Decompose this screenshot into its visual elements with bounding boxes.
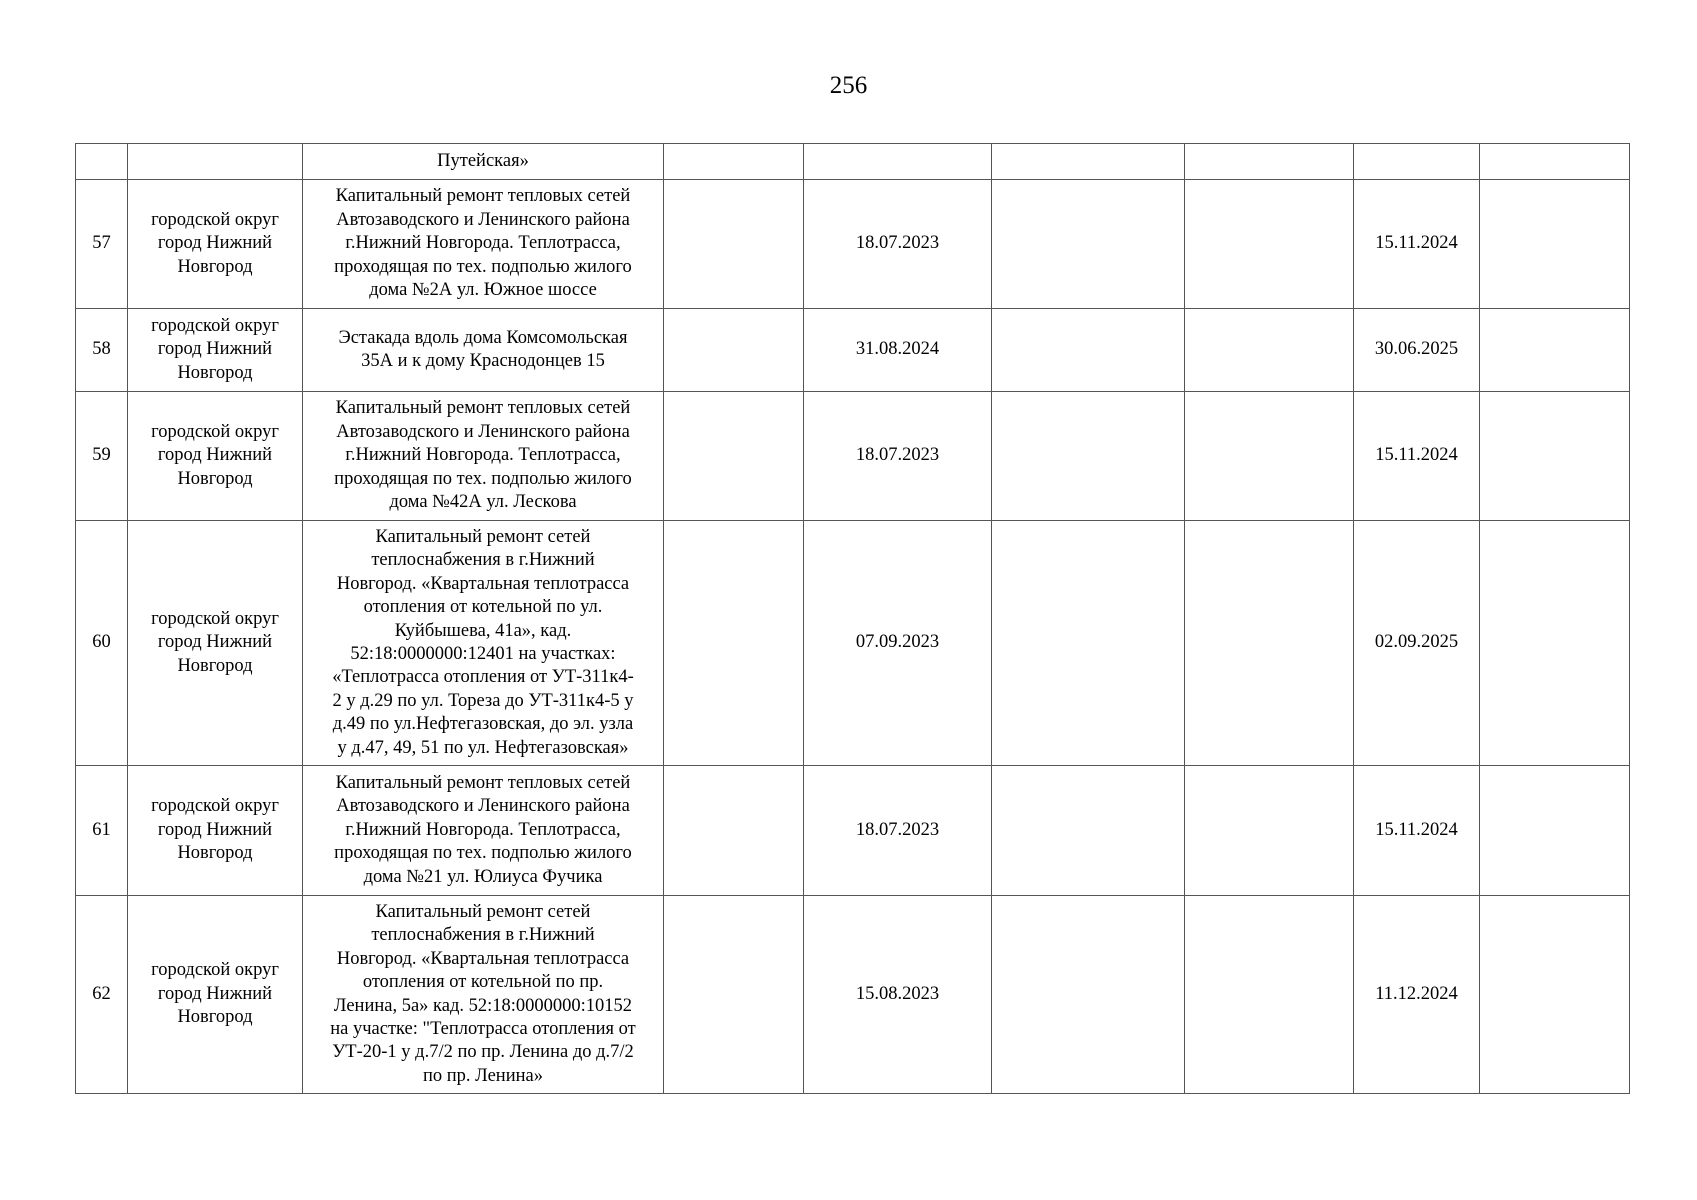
cell-num: 58 [76, 309, 128, 392]
cell-num: 57 [76, 180, 128, 309]
cell-municipality: городской округ город Нижний Новгород [128, 180, 303, 309]
table-row [76, 309, 1630, 392]
cell-end-date [1354, 144, 1480, 180]
cell-empty [1480, 180, 1630, 309]
table-row [76, 766, 1630, 896]
cell-num: 61 [76, 766, 128, 896]
cell-empty [1185, 180, 1354, 309]
cell-description: Эстакада вдоль дома Комсомольская 35А и к дому Краснодонцев 15 [303, 309, 664, 392]
table-row [76, 521, 1630, 766]
cell-empty [1480, 144, 1630, 180]
table-row [76, 896, 1630, 1094]
cell-num: 62 [76, 896, 128, 1094]
projects-table [75, 143, 1630, 1094]
page-number: 256 [829, 72, 868, 99]
cell-end-date: 30.06.2025 [1354, 309, 1480, 392]
cell-empty [992, 896, 1185, 1094]
cell-end-date: 15.11.2024 [1354, 392, 1480, 521]
cell-empty [992, 521, 1185, 766]
cell-empty [664, 896, 804, 1094]
cell-empty [664, 392, 804, 521]
cell-empty [992, 766, 1185, 896]
cell-empty [664, 144, 804, 180]
cell-start-date: 18.07.2023 [804, 392, 992, 521]
cell-end-date: 11.12.2024 [1354, 896, 1480, 1094]
cell-description: Капитальный ремонт сетей теплоснабжения в г.Нижний Новгород. «Квартальная теплотрасса отопления от котельной по пр. Ленина, 5а» кад. 52:18:0000000:10152 на участке: "Теплотрасса отопления от УТ-20-1 у д.7/2 по пр. Ленина до д.7/2 по пр. Ленина» [303, 896, 664, 1094]
cell-description: Капитальный ремонт тепловых сетей Автозаводского и Ленинского района г.Нижний Новгорода. Теплотрасса, проходящая по тех. подполью жилого дома №21 ул. Юлиуса Фучика [303, 766, 664, 896]
cell-end-date: 02.09.2025 [1354, 521, 1480, 766]
cell-municipality: городской округ город Нижний Новгород [128, 896, 303, 1094]
cell-municipality [128, 144, 303, 180]
cell-empty [992, 180, 1185, 309]
cell-start-date: 18.07.2023 [804, 766, 992, 896]
cell-municipality: городской округ город Нижний Новгород [128, 309, 303, 392]
cell-start-date: 07.09.2023 [804, 521, 992, 766]
cell-num [76, 144, 128, 180]
cell-num: 59 [76, 392, 128, 521]
table-row [76, 392, 1630, 521]
cell-empty [664, 766, 804, 896]
cell-num: 60 [76, 521, 128, 766]
cell-empty [664, 309, 804, 392]
cell-empty [1185, 521, 1354, 766]
cell-start-date: 31.08.2024 [804, 309, 992, 392]
cell-end-date: 15.11.2024 [1354, 180, 1480, 309]
cell-start-date: 15.08.2023 [804, 896, 992, 1094]
cell-description: Капитальный ремонт сетей теплоснабжения в г.Нижний Новгород. «Квартальная теплотрасса отопления от котельной по ул. Куйбышева, 41а», кад. 52:18:0000000:12401 на участках: «Теплотрасса отопления от УТ-311к4- 2 у д.29 по ул. Тореза до УТ-311к4-5 у д.49 по ул.Нефтегазовская, до эл. узла у д.47, 49, 51 по ул. Нефтегазовская» [303, 521, 664, 766]
cell-empty [1185, 309, 1354, 392]
cell-empty [664, 521, 804, 766]
cell-empty [1480, 309, 1630, 392]
cell-description: Путейская» [303, 144, 664, 180]
cell-municipality: городской округ город Нижний Новгород [128, 521, 303, 766]
cell-empty [1480, 766, 1630, 896]
cell-empty [1185, 144, 1354, 180]
cell-empty [992, 392, 1185, 521]
table-row [76, 144, 1630, 180]
cell-empty [664, 180, 804, 309]
cell-municipality: городской округ город Нижний Новгород [128, 766, 303, 896]
cell-empty [1185, 896, 1354, 1094]
cell-empty [1480, 392, 1630, 521]
cell-start-date: 18.07.2023 [804, 180, 992, 309]
cell-empty [992, 144, 1185, 180]
cell-description: Капитальный ремонт тепловых сетей Автозаводского и Ленинского района г.Нижний Новгорода. Теплотрасса, проходящая по тех. подполью жилого дома №42А ул. Лескова [303, 392, 664, 521]
cell-empty [1480, 521, 1630, 766]
cell-empty [992, 309, 1185, 392]
cell-empty [1185, 766, 1354, 896]
cell-start-date [804, 144, 992, 180]
cell-municipality: городской округ город Нижний Новгород [128, 392, 303, 521]
cell-description: Капитальный ремонт тепловых сетей Автозаводского и Ленинского района г.Нижний Новгорода. Теплотрасса, проходящая по тех. подполью жилого дома №2А ул. Южное шоссе [303, 180, 664, 309]
cell-empty [1185, 392, 1354, 521]
cell-end-date: 15.11.2024 [1354, 766, 1480, 896]
cell-empty [1480, 896, 1630, 1094]
table-row [76, 180, 1630, 309]
